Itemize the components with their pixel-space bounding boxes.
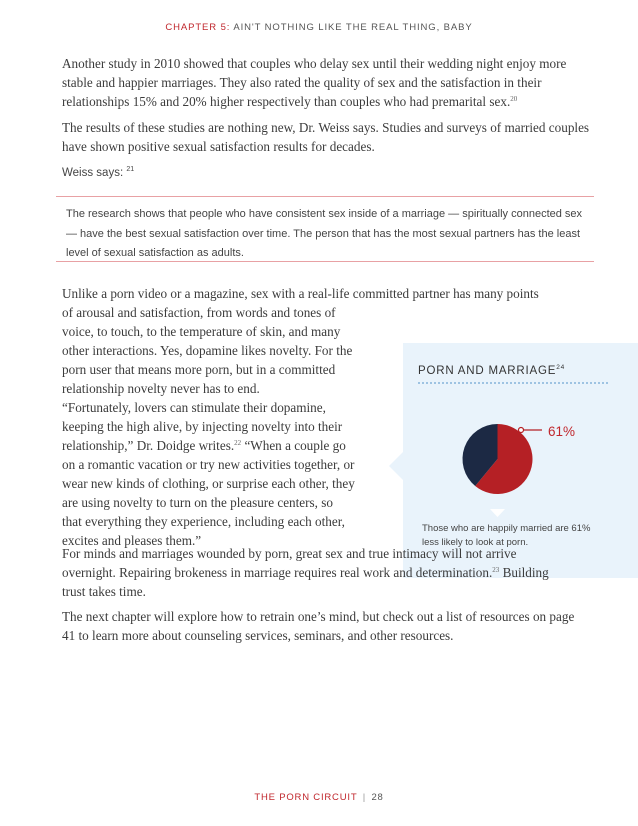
weiss-says-text: Weiss says: xyxy=(62,167,124,179)
footnote-ref-21: 21 xyxy=(126,166,135,173)
text-line: on a romantic vacation or try new activities together, or xyxy=(62,457,355,472)
running-footer xyxy=(0,792,638,803)
text-line: trust takes time. xyxy=(62,584,146,599)
text-line: of arousal and satisfaction, from words and tones of xyxy=(62,305,336,320)
footnote-ref-23: 23 xyxy=(492,566,500,574)
caption-pointer xyxy=(490,509,505,517)
footnote-ref-24: 24 xyxy=(556,364,566,371)
text-line: other interactions. Yes, dopamine likes novelty. For the xyxy=(62,343,353,358)
text-line: relationship novelty never has to end. xyxy=(62,381,260,396)
sidebar-caption: Those who are happily married are 61% less likely to look at porn. xyxy=(422,523,591,548)
text-line: porn user that means more porn, but in a committed xyxy=(62,362,336,377)
footnote-ref-20: 20 xyxy=(510,95,518,103)
chapter-number: CHAPTER 5: xyxy=(165,22,231,33)
text-line: “Fortunately, lovers can stimulate their dopamine, xyxy=(62,400,326,415)
footer-separator: | xyxy=(362,792,366,803)
book-title: THE PORN CIRCUIT xyxy=(254,792,358,803)
page-number: 28 xyxy=(371,792,384,803)
pull-quote: The research shows that people who have consistent sex inside of a marriage — spiritually connected sex — have the best sexual satisfaction over time. The person that has the most sexual partners has the least level of sexual satisfaction as adults. xyxy=(66,208,583,259)
text-line: keeping the high alive, by injecting novelty into their xyxy=(62,419,343,434)
text-line: are using novelty to turn on the pleasure centers, so xyxy=(62,495,334,510)
paragraph-doidge-quote xyxy=(62,398,382,550)
text-line: relationship,” Dr. Doidge writes. xyxy=(62,438,235,453)
pie-callout-marker xyxy=(519,428,524,433)
text-line: For minds and marriages wounded by porn, great sex and true intimacy will not arrive xyxy=(62,546,517,561)
paragraph-results: The results of these studies are nothing new, Dr. Weiss says. Studies and surveys of married couples have shown positive sexual satisfaction results for decades. xyxy=(62,120,590,154)
paragraph-novelty xyxy=(62,284,582,398)
chapter-title: AIN'T NOTHING LIKE THE REAL THING, BABY xyxy=(233,22,473,33)
paragraph-next-chapter: The next chapter will explore how to retrain one’s mind, but check out a list of resources on page 41 to learn more about counseling services, seminars, and other resources. xyxy=(62,609,575,643)
pie-slices xyxy=(463,424,533,494)
sidebar-title-text: PORN AND MARRIAGE xyxy=(418,365,557,377)
text-line: wear new kinds of clothing, or surprise each other, they xyxy=(62,476,355,491)
text-line: excites and pleases them.” xyxy=(62,533,202,548)
text-line: voice, to touch, to the temperature of skin, and many xyxy=(62,324,341,339)
text-line: Building xyxy=(499,565,549,580)
text-line: overnight. Repairing brokeness in marriage requires real work and determination. xyxy=(62,565,493,580)
text-line: that everything they experience, including each other, xyxy=(62,514,345,529)
text-line: Unlike a porn video or a magazine, sex with a real-life committed partner has many points xyxy=(62,286,539,301)
text-line: “When a couple go xyxy=(241,438,346,453)
footnote-ref-22: 22 xyxy=(234,439,242,447)
paragraph-text: Another study in 2010 showed that couples who delay sex until their wedding night enjoy more stable and happier marriages. They also rated the quality of sex and the satisfaction in their relationships 15% and 20% higher respectively than couples who had premarital sex. xyxy=(62,56,567,109)
pie-percent-label: 61% xyxy=(548,424,576,439)
paragraph-wounded xyxy=(62,544,602,601)
